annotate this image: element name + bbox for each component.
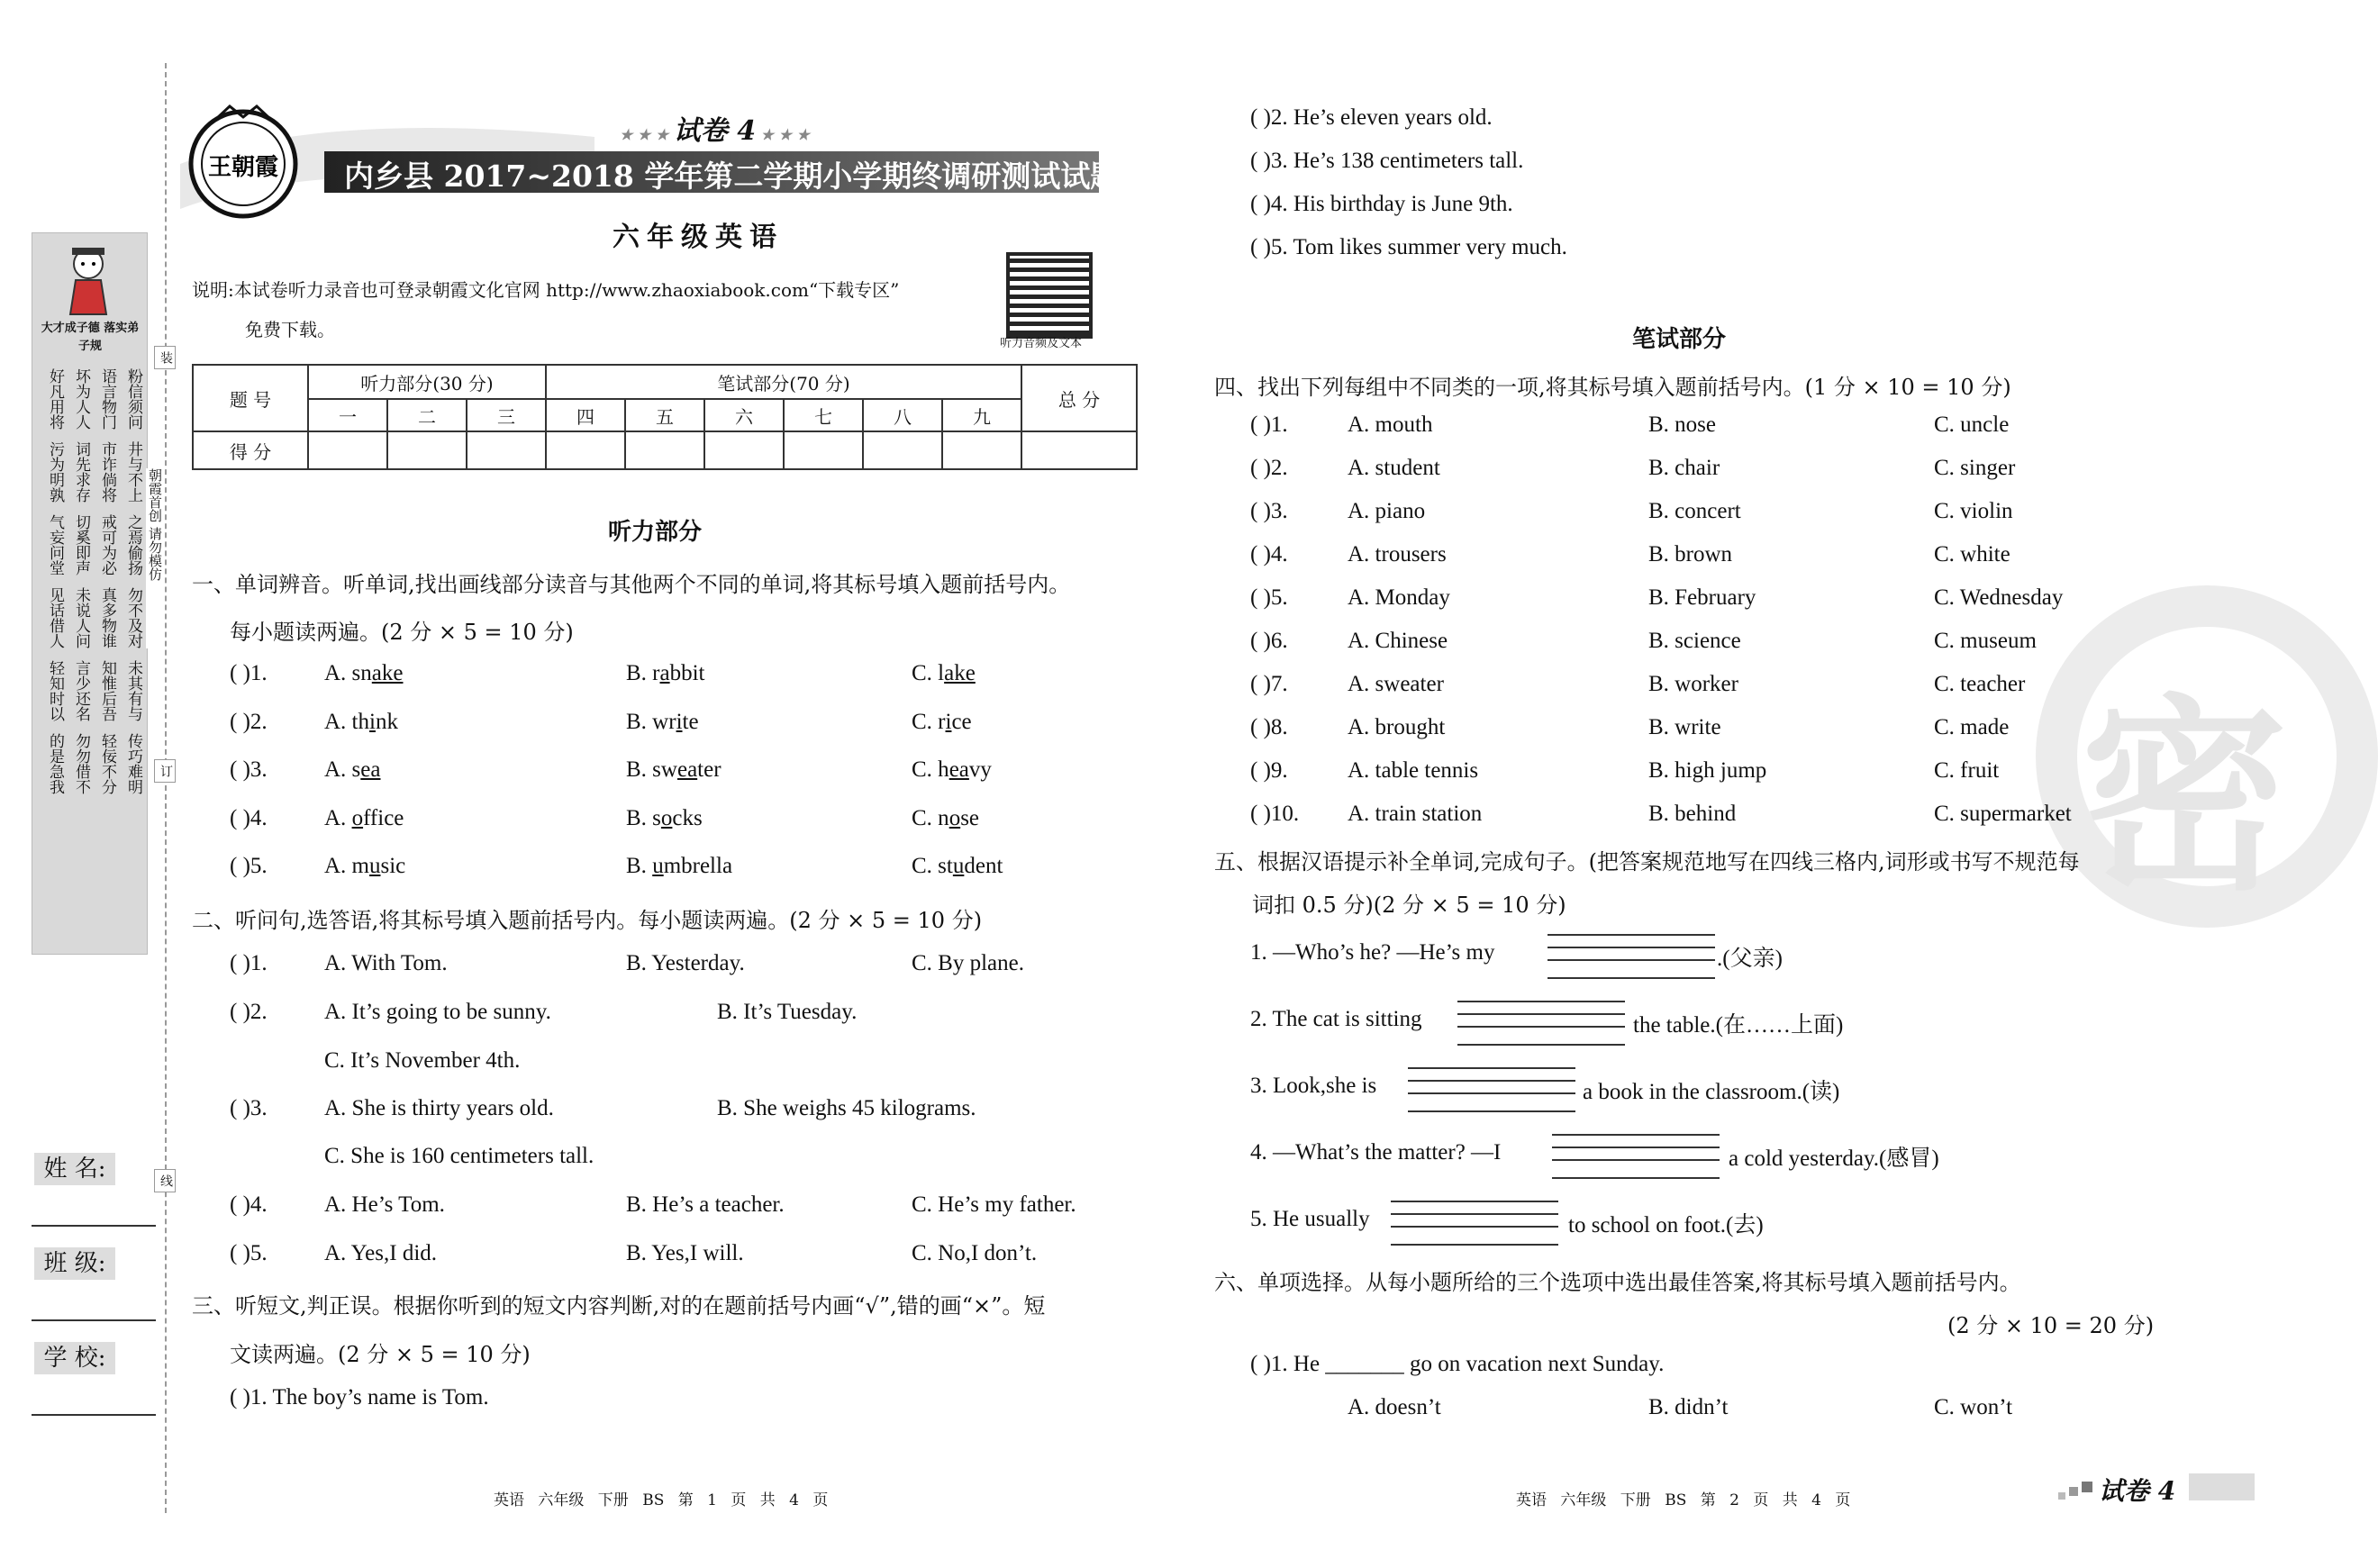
s5-item-2-post: the table.(在……上面) (1633, 1013, 1844, 1038)
section-6-title: 六、单项选择。从每小题所给的三个选项中选出最佳答案,将其标号填入题前括号内。 (1214, 1270, 2021, 1295)
word-part: B. (626, 854, 653, 878)
listening-score-label: 听力部分(30 分) (308, 365, 546, 399)
motto-column: 轻知时以 (46, 660, 64, 721)
s4-item-num: ( )9. (1250, 758, 1288, 783)
word-part: B. wr (626, 710, 676, 734)
s4-option-a: A. Chinese (1348, 629, 1448, 653)
s2-q2-c: C. It’s November 4th. (324, 1048, 521, 1073)
s5-item-5-answer[interactable] (1391, 1201, 1558, 1246)
word-part: vy (968, 757, 992, 782)
s4-option-b: B. brown (1648, 542, 1733, 566)
section-1-title: 一、单词辨音。听单词,找出画线部分读音与其他两个不同的单词,将其标号填入题前括号内。 (192, 572, 1071, 597)
motto-panel (32, 232, 148, 955)
col-6: 六 (704, 399, 784, 431)
binding-tag-original: 朝霞首创 请勿模仿 (146, 468, 164, 648)
s2-q3-c: C. She is 160 centimeters tall. (324, 1144, 594, 1168)
motto-column: 真多物谁 (98, 587, 116, 648)
word-part: C. r (912, 710, 946, 734)
word-part: ( )3. (230, 757, 268, 782)
s2-q3-b: B. She weighs 45 kilograms. (717, 1096, 976, 1120)
word-part: mbrella (663, 854, 733, 878)
s2-q2-a: A. It’s going to be sunny. (324, 1000, 551, 1024)
s5-item-3-answer[interactable] (1408, 1067, 1575, 1112)
underlined-part: o (948, 806, 961, 830)
q-number-label: 题 号 (193, 365, 308, 431)
motto-column: 词先求存 (72, 441, 90, 503)
underlined-part: o (660, 806, 673, 830)
s5-item-5-post: to school on foot.(去) (1568, 1213, 1764, 1237)
motto-column: 未其有与 (124, 660, 142, 721)
word-part: C. st (912, 854, 953, 878)
section-1-sub: 每小题读两遍。(2 分 × 5 = 10 分) (230, 620, 574, 645)
s4-option-b: B. behind (1648, 802, 1737, 826)
s1-option-c (912, 854, 1003, 879)
s4-option-b: B. write (1648, 715, 1721, 739)
s2-q5-num: ( )5. (230, 1241, 268, 1265)
word-part: C. n (912, 806, 949, 830)
word-part: A. (324, 806, 352, 830)
s4-option-c: C. Wednesday (1934, 585, 2064, 610)
writing-score-label: 笔试部分(70 分) (546, 365, 1021, 399)
s4-item-num: ( )10. (1250, 802, 1300, 826)
s4-option-c: C. singer (1934, 456, 2016, 480)
s5-item-5-pre: 5. He usually (1250, 1207, 1370, 1231)
s4-option-b: B. February (1648, 585, 1756, 610)
score-cell[interactable] (625, 431, 704, 469)
s1-option-a (324, 710, 398, 735)
s4-item-num: ( )2. (1250, 456, 1288, 480)
s2-q1-c: C. By plane. (912, 951, 1024, 975)
motto-column: 言少还名 (72, 660, 90, 721)
word-part: ( )4. (230, 806, 268, 830)
underlined-part: i (676, 710, 683, 734)
motto-column: 市诈倘将 (98, 441, 116, 503)
s1-option-a (324, 854, 405, 879)
word-part: ( )1. (230, 661, 268, 685)
underlined-part: a (659, 661, 670, 685)
s4-item-num: ( )5. (1250, 585, 1288, 610)
s1-option-c (912, 710, 972, 735)
footer-left: 英语 六年级 下册 BS 第 1 页 共 4 页 (494, 1491, 829, 1509)
s2-q5-c: C. No,I don’t. (912, 1241, 1038, 1265)
s2-q2-num: ( )2. (230, 1000, 268, 1024)
score-table (192, 364, 1138, 470)
motto-column: 污为明孰 (46, 441, 64, 503)
s4-option-b: B. worker (1648, 672, 1738, 696)
s4-item-num: ( )8. (1250, 715, 1288, 739)
subject-title: 六年级英语 (613, 222, 784, 253)
s1-option-b (626, 757, 722, 783)
s4-option-a: A. table tennis (1348, 758, 1479, 783)
binding-tag-ding: 订 (154, 759, 176, 783)
word-part: A. m (324, 854, 369, 878)
underlined-part: u (369, 854, 381, 878)
s2-q4-a: A. He’s Tom. (324, 1192, 445, 1217)
motto-column: 井与不上 (124, 441, 142, 503)
s3-item-1: ( )1. The boy’s name is Tom. (230, 1385, 489, 1409)
paper-tag: ★ ★ ★ 试卷 4 ★ ★ ★ (620, 115, 810, 147)
word-part: dent (964, 854, 1003, 878)
s4-option-a: A. sweater (1348, 672, 1444, 696)
s2-q5-a: A. Yes,I did. (324, 1241, 438, 1265)
s2-q1-num: ( )1. (230, 951, 268, 975)
s1-item-num (230, 854, 268, 879)
underlined-part: ake (371, 661, 404, 685)
school-label: 学 校: (34, 1342, 115, 1374)
word-part: ( )5. (230, 854, 268, 878)
s4-option-b: B. high jump (1648, 758, 1767, 783)
s2-q4-num: ( )4. (230, 1192, 268, 1217)
s1-item-num (230, 806, 268, 831)
score-cell[interactable] (467, 431, 546, 469)
underlined-part: ea (676, 757, 698, 782)
paper-tag-text: 试卷 4 (673, 115, 757, 147)
score-cell[interactable] (387, 431, 467, 469)
s4-item-num: ( )3. (1250, 499, 1288, 523)
corner-bar (2189, 1473, 2255, 1500)
word-part: ce (951, 710, 972, 734)
s1-option-c (912, 806, 979, 831)
s5-item-1-pre: 1. —Who’s he? —He’s my (1250, 940, 1495, 965)
s4-option-c: C. teacher (1934, 672, 2026, 696)
word-part: nk (375, 710, 398, 734)
s3-item-5: ( )5. Tom likes summer very much. (1250, 235, 1567, 259)
word-part: A. sn (324, 661, 372, 685)
binding-tag-zhuang: 装 (154, 346, 176, 369)
s4-option-a: A. student (1348, 456, 1440, 480)
word-part: se (960, 806, 980, 830)
underlined-part: u (652, 854, 664, 878)
s6-q1: ( )1. He _______ go on vacation next Sunday. (1250, 1352, 1665, 1376)
underlined-part: ea (360, 757, 381, 782)
word-part: A. s (324, 757, 361, 782)
s2-q2-b: B. It’s Tuesday. (717, 1000, 858, 1024)
s6-q1-b: B. didn’t (1648, 1395, 1729, 1419)
motto-column: 语言物门 (98, 368, 116, 430)
download-note-cont: 免费下载。 (245, 319, 335, 340)
motto-column: 之焉偷扬 (124, 514, 142, 576)
s1-option-a (324, 806, 404, 831)
page-title: 内乡县 2017~2018 学年第二学期小学期终调研测试试题 (344, 159, 1121, 194)
s4-item-num: ( )6. (1250, 629, 1288, 653)
motto-column: 知惟后吾 (98, 660, 116, 721)
s1-option-a (324, 757, 381, 783)
s5-item-2-answer[interactable] (1457, 1001, 1625, 1046)
s2-q4-c: C. He’s my father. (912, 1192, 1076, 1217)
corner-squares (2058, 1482, 2094, 1505)
s4-option-b: B. concert (1648, 499, 1741, 523)
word-part: B. sw (626, 757, 677, 782)
school-input-line[interactable] (32, 1414, 156, 1416)
binding-tag-xian: 线 (154, 1169, 176, 1192)
word-part: ter (697, 757, 722, 782)
s6-q1-c: C. won’t (1934, 1395, 2013, 1419)
section-2-title: 二、听问句,选答语,将其标号填入题前括号内。每小题读两遍。(2 分 × 5 = 10 分) (192, 908, 983, 933)
section-3-sub: 文读两遍。(2 分 × 5 = 10 分) (230, 1342, 531, 1367)
s2-q4-b: B. He’s a teacher. (626, 1192, 785, 1217)
s1-option-b (626, 661, 705, 686)
s5-item-1-answer[interactable] (1548, 934, 1715, 979)
class-input-line[interactable] (32, 1319, 156, 1321)
s5-item-1-post: .(父亲) (1717, 947, 1783, 971)
s4-option-c: C. museum (1934, 629, 2037, 653)
download-note: 说明:本试卷听力录音也可登录朝霞文化官网 http://www.zhaoxiabook.com“下载专区” (192, 279, 900, 301)
s2-q3-a: A. She is thirty years old. (324, 1096, 554, 1120)
s2-q5-b: B. Yes,I will. (626, 1241, 744, 1265)
motto-column: 切奚即声 (72, 514, 90, 576)
s4-option-c: C. white (1934, 542, 2010, 566)
score-cell[interactable] (546, 431, 625, 469)
underlined-part: i (369, 710, 376, 734)
binding-dashed-line (165, 63, 167, 1513)
s4-option-a: A. train station (1348, 802, 1483, 826)
motto-column: 的是急我 (46, 733, 64, 794)
section-6-score: (2 分 × 10 = 20 分) (1947, 1313, 2155, 1338)
s1-option-c (912, 757, 992, 783)
s5-item-4-answer[interactable] (1552, 1134, 1720, 1179)
underlined-part: ake (944, 661, 976, 685)
svg-text:王朝霞: 王朝霞 (207, 154, 279, 181)
s1-option-c (912, 661, 976, 686)
word-part: C. h (912, 757, 949, 782)
score-cell[interactable] (1021, 431, 1137, 469)
motto-header: 大才成子德 落实弟子规 (41, 322, 140, 353)
s3-item-4: ( )4. His birthday is June 9th. (1250, 192, 1513, 216)
s4-option-b: B. nose (1648, 412, 1716, 437)
qr-caption: 听力音频及文本 (1000, 337, 1083, 350)
s6-q1-a: A. doesn’t (1348, 1395, 1441, 1419)
s5-item-4-post: a cold yesterday.(感冒) (1729, 1147, 1939, 1171)
s4-option-b: B. science (1648, 629, 1741, 653)
col-8: 八 (863, 399, 942, 431)
name-input-line[interactable] (32, 1225, 156, 1227)
word-part: sic (380, 854, 406, 878)
class-label: 班 级: (34, 1247, 115, 1280)
col-2: 二 (387, 399, 467, 431)
motto-column: 戒可为必 (98, 514, 116, 576)
s1-option-b (626, 710, 699, 735)
underlined-part: u (952, 854, 965, 878)
corner-paper-tag: 试卷 4 (2099, 1476, 2176, 1506)
word-part: A. th (324, 710, 369, 734)
motto-column: 好凡用将 (46, 368, 64, 430)
s4-option-a: A. piano (1348, 499, 1426, 523)
col-3: 三 (467, 399, 546, 431)
writing-title: 笔试部分 (1632, 326, 1727, 353)
underlined-part: o (351, 806, 364, 830)
s1-item-num (230, 661, 268, 686)
section-3-title: 三、听短文,判正误。根据你听到的短文内容判断,对的在题前括号内画“√”,错的画“×”。短 (192, 1293, 1046, 1319)
s4-item-num: ( )7. (1250, 672, 1288, 696)
s4-option-c: C. supermarket (1934, 802, 2072, 826)
underlined-part: ea (948, 757, 969, 782)
motto-column: 未说人问 (72, 587, 90, 648)
s1-option-b (626, 806, 703, 831)
score-cell[interactable] (784, 431, 863, 469)
motto-column: 气妄问堂 (46, 514, 64, 576)
s4-option-a: A. brought (1348, 715, 1446, 739)
motto-text (40, 368, 144, 945)
score-cell[interactable] (863, 431, 942, 469)
section-5-sub: 词扣 0.5 分)(2 分 × 5 = 10 分) (1252, 893, 1566, 918)
score-cell[interactable] (942, 431, 1021, 469)
s4-option-a: A. trousers (1348, 542, 1447, 566)
s5-item-2-pre: 2. The cat is sitting (1250, 1007, 1422, 1031)
section-5-title: 五、根据汉语提示补全单词,完成句子。(把答案规范地写在四线三格内,词形或书写不规范每 (1214, 849, 2080, 875)
s4-option-c: C. made (1934, 715, 2010, 739)
col-4: 四 (546, 399, 625, 431)
col-9: 九 (942, 399, 1021, 431)
s2-q3-num: ( )3. (230, 1096, 268, 1120)
motto-column: 见话借人 (46, 587, 64, 648)
s2-q1-a: A. With Tom. (324, 951, 448, 975)
motto-column: 勿不及对 (124, 587, 142, 648)
s3-item-2: ( )2. He’s eleven years old. (1250, 105, 1493, 130)
word-part: ffice (363, 806, 404, 830)
s4-option-c: C. violin (1934, 499, 2013, 523)
word-part: te (682, 710, 699, 734)
word-part: B. r (626, 661, 660, 685)
s5-item-3-pre: 3. Look,she is (1250, 1074, 1377, 1098)
total-score-label: 总 分 (1021, 365, 1137, 431)
col-1: 一 (308, 399, 387, 431)
s1-option-a (324, 661, 404, 686)
s4-option-b: B. chair (1648, 456, 1720, 480)
s4-option-a: A. Monday (1348, 585, 1450, 610)
motto-column: 传巧难明 (124, 733, 142, 794)
score-row-label: 得 分 (193, 431, 308, 469)
motto-column: 粉信须问 (124, 368, 142, 430)
underlined-part: i (945, 710, 952, 734)
section-4-title: 四、找出下列每组中不同类的一项,将其标号填入题前括号内。(1 分 × 10 = 10 分) (1214, 375, 2011, 400)
name-label: 姓 名: (34, 1153, 115, 1185)
watermark-char: 密 (2081, 675, 2289, 919)
s5-item-4-pre: 4. —What’s the matter? —I (1250, 1140, 1502, 1165)
motto-column: 轻佞不分 (98, 733, 116, 794)
listening-title: 听力部分 (608, 519, 703, 546)
word-part: B. s (626, 806, 661, 830)
col-5: 五 (625, 399, 704, 431)
word-part: bbit (669, 661, 705, 685)
motto-column: 勿勿借不 (72, 733, 90, 794)
s1-item-num (230, 710, 268, 735)
s1-item-num (230, 757, 268, 783)
motto-cartoon-icon (59, 244, 117, 316)
qr-code-icon[interactable] (1006, 252, 1093, 339)
word-part: ( )2. (230, 710, 268, 734)
s4-option-a: A. mouth (1348, 412, 1433, 437)
score-cell[interactable] (308, 431, 387, 469)
s2-q1-b: B. Yesterday. (626, 951, 745, 975)
score-cell[interactable] (704, 431, 784, 469)
footer-right: 英语 六年级 下册 BS 第 2 页 共 4 页 (1516, 1491, 1851, 1509)
s4-option-c: C. fruit (1934, 758, 2000, 783)
s1-option-b (626, 854, 732, 879)
s5-item-3-post: a book in the classroom.(读) (1583, 1080, 1840, 1104)
motto-column: 坏为人人 (72, 368, 90, 430)
word-part: C. l (912, 661, 945, 685)
s4-item-num: ( )4. (1250, 542, 1288, 566)
word-part: cks (672, 806, 703, 830)
s3-item-3: ( )3. He’s 138 centimeters tall. (1250, 149, 1524, 173)
s4-option-c: C. uncle (1934, 412, 2010, 437)
s4-item-num: ( )1. (1250, 412, 1288, 437)
col-7: 七 (784, 399, 863, 431)
